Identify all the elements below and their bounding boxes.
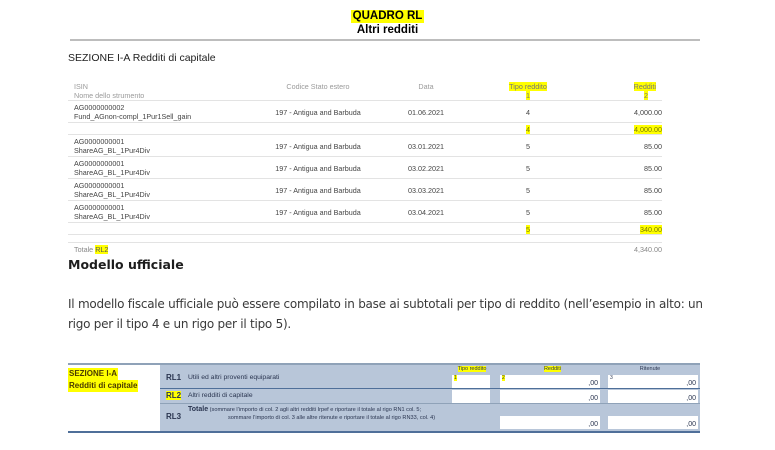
table-row: AG0000000002 Fund_AGnon-compl_1Pur1Sell_gain 197 - Antigua and Barbuda 01.06.2021 4 4,000.00 [68,101,662,123]
official-form [68,363,700,433]
col-header-redditi: Redditi [633,82,656,91]
row-desc-rl1: Utili ed altri proventi equiparati [188,374,280,381]
total-value: 4,340.00 [634,245,662,254]
form-col-tipo: Tipo reddito [457,366,487,372]
report-title: QUADRO RL [352,10,423,22]
report-divider [70,39,700,41]
table-row: AG0000000001 ShareAG_BL_1Pur4Div 197 - Antigua and Barbuda 03.01.2021 5 85.00 [68,135,662,157]
form-bottom-border [68,431,700,433]
subtotal-row: 5 340.00 [68,223,662,235]
row-desc-rl3: Totale (sommare l’importo di col. 2 agli altri redditi Irpef e riportare il totale al rigo RN1 col. 5; sommare l’importo di col. 3 alle altre ritenute e riportare il totale al rigo RN33, col. 4) [188,406,436,421]
total-code: RL2 [95,245,109,254]
table-header: ISIN Nome dello strumento Codice Stato estero Data Tipo reddito 1 Redditi 2 [68,80,662,101]
row-code-rl3: RL3 [166,412,182,421]
article-body: Il modello fiscale ufficiale può essere compilato in base ai subtotali per tipo di reddito (nell’esempio in alto: un rigo per il tipo 4 e un rigo per il tipo 5). [68,297,703,331]
rl2-redditi-field[interactable]: ,00 [500,390,600,403]
rl1-ritenute-field[interactable]: 3 ,00 [610,375,696,387]
row-code-rl2: RL2 [166,391,182,400]
col-header-data: Data [418,82,434,91]
col-header-tipo: Tipo reddito [509,82,547,91]
rl3-redditi-field[interactable]: ,00 [500,416,600,429]
table-row: AG0000000001 ShareAG_BL_1Pur4Div 197 - Antigua and Barbuda 03.03.2021 5 85.00 [68,179,662,201]
article-heading: Modello ufficiale [68,257,184,272]
col-header-name: Nome dello strumento [74,91,145,100]
total-row [68,243,662,257]
rl3-ritenute-field[interactable]: ,00 [608,416,698,429]
row-desc-rl2: Altri redditi di capitale [188,392,253,399]
section-title: SEZIONE I-A Redditi di capitale [68,52,216,64]
col-header-isin: ISIN [74,82,88,91]
form-panel [160,365,700,431]
col-header-stato: Codice Stato estero [286,82,350,91]
subtotal-row: 4 4,000.00 [68,123,662,135]
form-col-redditi: Redditi [543,366,562,372]
income-table [68,80,662,257]
row-code-rl1: RL1 [166,373,182,382]
total-label: Totale [74,245,94,254]
form-col-ritenute: Ritenute [639,366,661,372]
rl1-tipo-field[interactable]: 1 [452,375,490,388]
rl2-ritenute-field[interactable]: ,00 [608,390,698,403]
table-row: AG0000000001 ShareAG_BL_1Pur4Div 197 - Antigua and Barbuda 03.04.2021 5 85.00 [68,201,662,223]
rl1-redditi-field[interactable]: 2 ,00 [502,375,598,387]
rl2-tipo-field[interactable] [452,390,490,403]
table-row: AG0000000001 ShareAG_BL_1Pur4Div 197 - Antigua and Barbuda 03.02.2021 5 85.00 [68,157,662,179]
report-subtitle: Altri redditi [356,24,419,36]
form-section-label: SEZIONE I-A Redditi di capitale [69,369,138,390]
